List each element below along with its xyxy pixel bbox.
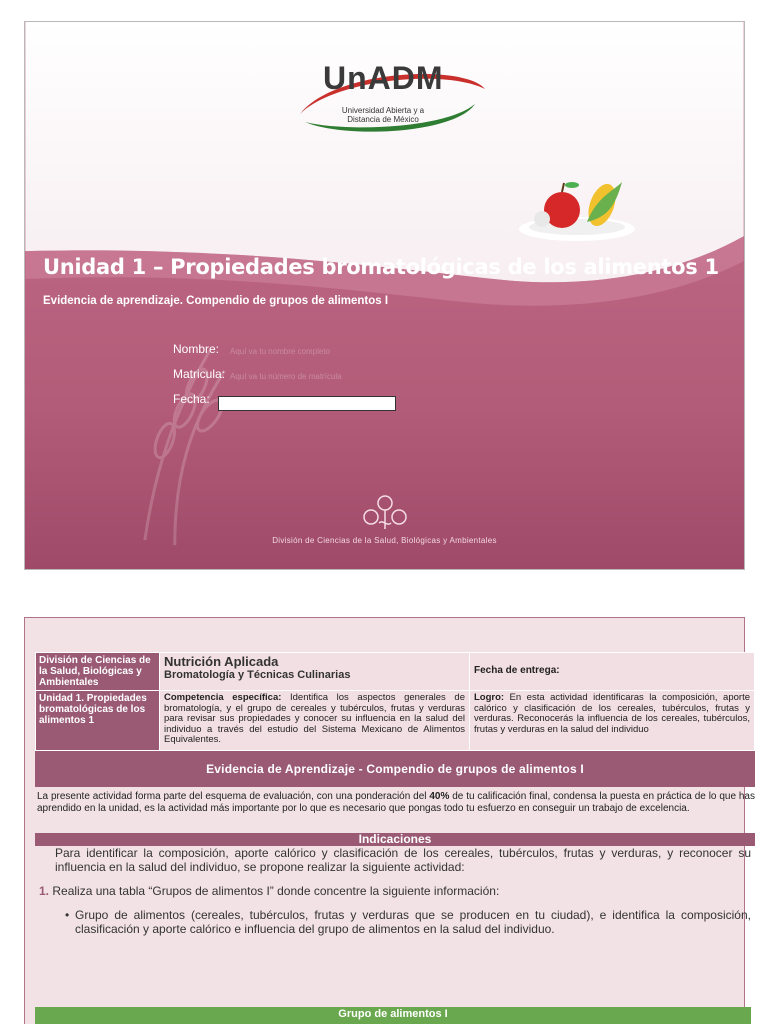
indicaciones-step-1 — [35, 884, 755, 898]
instructions-content — [35, 652, 755, 936]
logro-cell — [470, 691, 755, 751]
logo-title: UnADM — [323, 60, 444, 96]
course-header-table — [35, 652, 755, 751]
unit-cell: Unidad 1. Propiedades bromatológicas de los alimentos 1 — [36, 691, 160, 751]
unadm-logo — [295, 54, 495, 134]
bullet-text: Grupo de alimentos (cereales, tubérculos, frutas y verduras que se producen en tu ciudad), e identifica la composición, clasificación y aporte calórico e influencia del grupo de alimentos en la salud del individuo. — [75, 908, 751, 936]
cover-page — [24, 21, 745, 570]
evidence-title-band: Evidencia de Aprendizaje - Compendio de grupos de alimentos I — [35, 751, 755, 787]
logo-subtitle — [313, 106, 453, 124]
cover-title: Unidad 1 – Propiedades bromatológicas de los alimentos 1 — [43, 255, 719, 279]
indicaciones-text: Para identificar la composición, aporte calórico y clasificación de los cereales, tubérculos, frutas y verduras, y reconocer su influencia en la salud del individuo, se propone realizar la siguiente actividad: — [55, 846, 751, 874]
bullet-dot-icon: • — [65, 908, 70, 922]
logo-subtitle-line-1: Universidad Abierta y a — [341, 106, 425, 115]
intro-paragraph — [35, 787, 755, 833]
course-title: Nutrición Aplicada — [164, 654, 279, 669]
competencia-text: Identifica los aspectos generales de bromatología, y el grupo de cereales y tubérculos, frutas y verduras para revisar sus propiedades y conocer su influencia en la salud del individuo a través del estudio del Sistema Mexicano de Alimentos Equivalentes. — [164, 692, 465, 745]
intro-text-before: La presente actividad forma parte del esquema de evaluación, con una ponderación del — [37, 791, 430, 802]
matricula-value[interactable]: Aquí va tu número de matrícula — [230, 372, 342, 381]
cover-subtitle: Evidencia de aprendizaje. Compendio de grupos de alimentos I — [43, 295, 389, 307]
nombre-value[interactable]: Aquí va tu nombre completo — [230, 347, 331, 356]
fecha-field[interactable] — [218, 396, 396, 411]
step-text: Realiza una tabla “Grupos de alimentos I” donde concentre la siguiente información: — [49, 884, 500, 898]
division-footer: División de Ciencias de la Salud, Biológicas y Ambientales — [272, 536, 497, 545]
intro-text-after: de tu calificación final, condensa la puesta en práctica de lo que has aprendido en la unidad, es la actividad más importante por lo que es necesario que pongas todo tu esfuerzo en conseguir un trabajo de excelencia. — [37, 791, 755, 814]
division-cell: División de Ciencias de la Salud, Biológicas y Ambientales — [36, 653, 160, 691]
nombre-label: Nombre: — [173, 342, 220, 356]
logro-text: En esta actividad identificaras la composición, aporte calórico y clasificación de los cereales, tubérculos, frutas y verduras. Reconocerás la influencia de los cereales, tubérculos, frutas y verduras en la salud del individuo — [474, 692, 750, 735]
competencia-cell — [160, 691, 470, 751]
division-emblem-icon — [355, 493, 415, 531]
intro-weight: 40% — [429, 791, 450, 802]
indicaciones-heading: Indicaciones — [35, 833, 755, 846]
indicaciones-bullet — [35, 908, 755, 936]
logro-label: Logro: — [474, 692, 505, 703]
instructions-page — [24, 617, 755, 1024]
course-cell — [160, 653, 470, 691]
group-table-title: Grupo de alimentos I — [35, 1007, 751, 1024]
matricula-label: Matricula: — [173, 367, 226, 381]
delivery-date-cell: Fecha de entrega: — [470, 653, 755, 691]
course-subtitle: Bromatología y Técnicas Culinarias — [164, 669, 351, 681]
logo-subtitle-line-2: Distancia de México — [347, 115, 419, 124]
fecha-label: Fecha: — [173, 392, 210, 406]
fruit-plate-illustration — [517, 177, 642, 247]
step-number: 1. — [39, 884, 50, 898]
competencia-label: Competencia específica: — [164, 692, 282, 703]
